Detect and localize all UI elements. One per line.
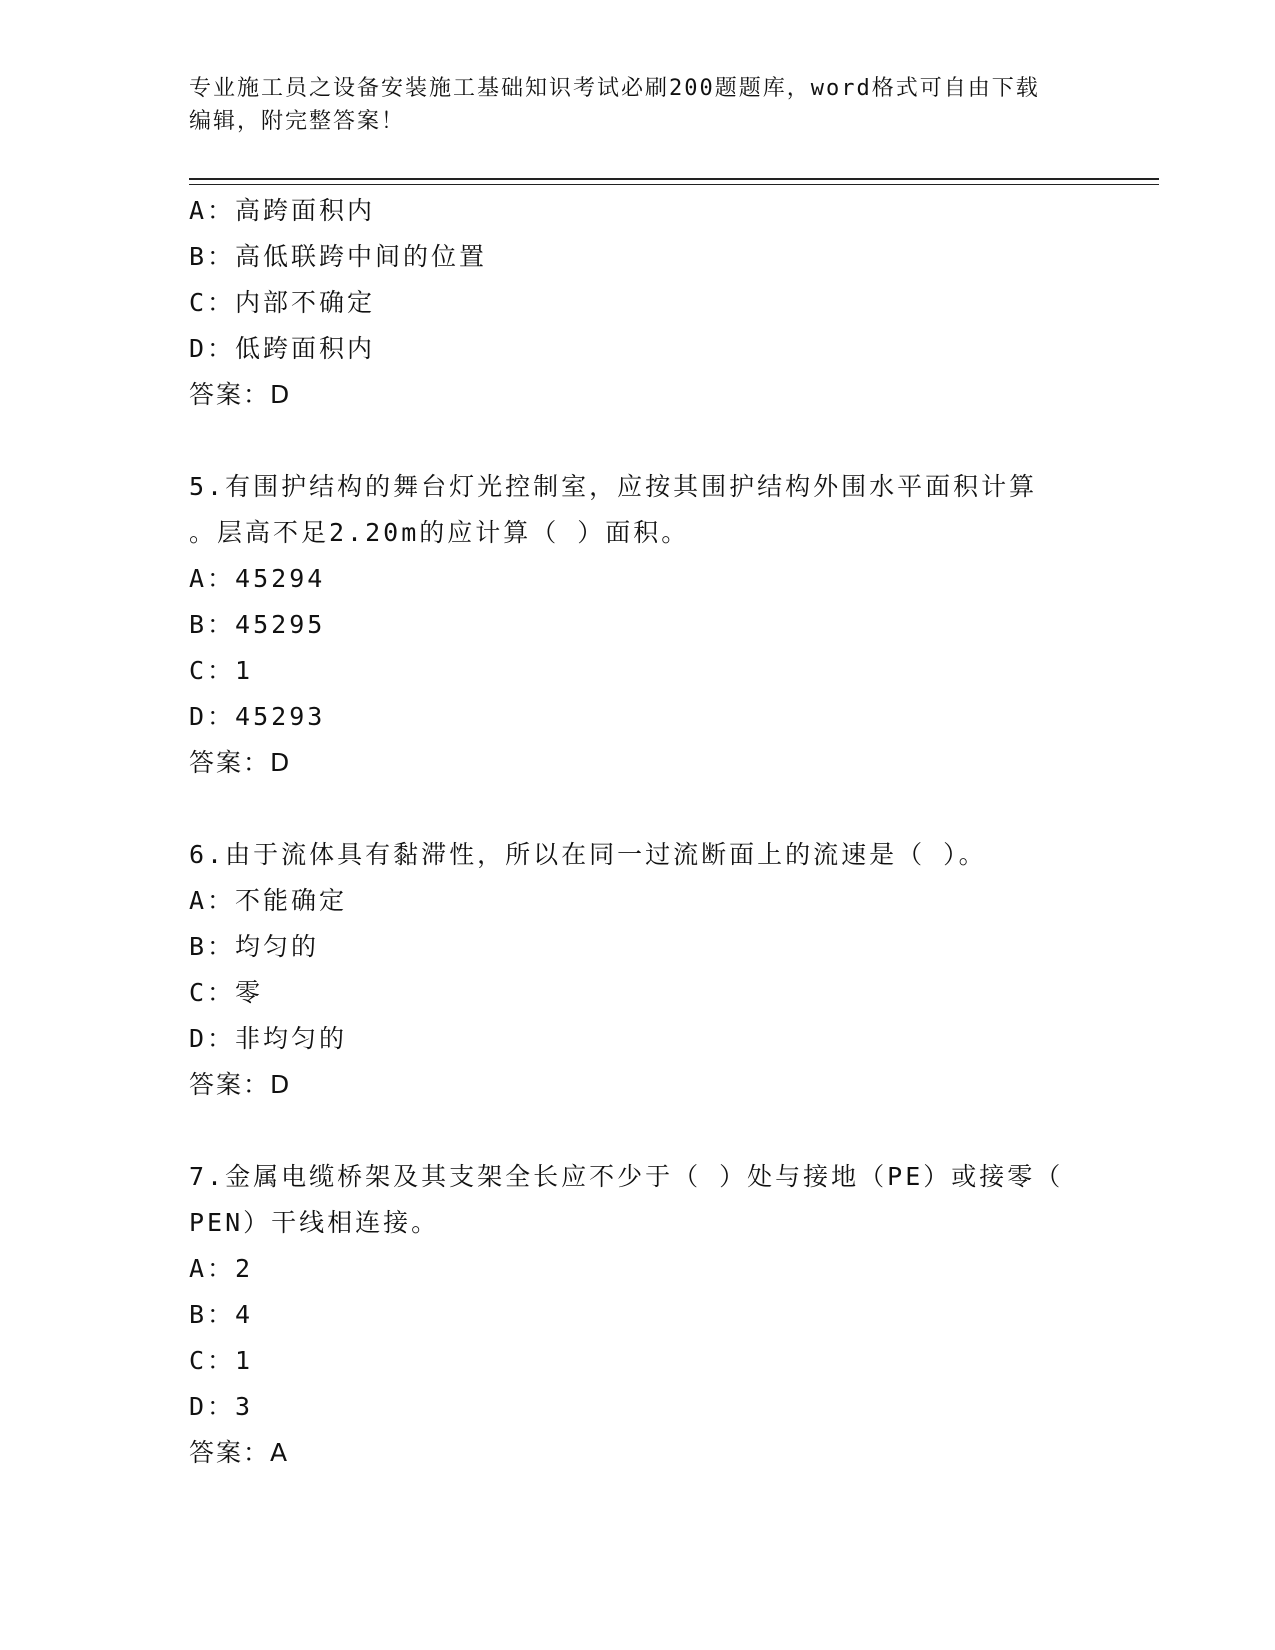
question-7 (189, 1154, 1149, 1476)
option-c: C：零 (189, 978, 264, 1007)
header-divider-thick (189, 178, 1159, 180)
spacer (189, 1108, 1149, 1154)
option-c: C：1 (189, 1346, 254, 1375)
option-d: D：低跨面积内 (189, 334, 376, 363)
option-a: A：不能确定 (189, 886, 348, 915)
option-d: D：45293 (189, 702, 326, 731)
answer-label: 答案：A (189, 1438, 290, 1467)
answer-label: 答案：D (189, 1070, 292, 1099)
option-b: B：均匀的 (189, 932, 320, 961)
spacer (189, 786, 1149, 832)
option-b: B：4 (189, 1300, 254, 1329)
header-title-line-1: 专业施工员之设备安装施工基础知识考试必刷200题题库，word格式可自由下载 (189, 76, 1040, 101)
question-stem: 5.有围护结构的舞台灯光控制室，应按其围护结构外围水平面积计算 (189, 472, 1038, 501)
option-c: C：内部不确定 (189, 288, 376, 317)
question-5 (189, 464, 1149, 786)
question-6 (189, 832, 1149, 1108)
answer-label: 答案：D (189, 380, 292, 409)
header-title-line-2: 编辑，附完整答案！ (189, 109, 406, 134)
question-stem-continued: 。层高不足2.20m的应计算（ ）面积。 (189, 518, 690, 547)
spacer (189, 418, 1149, 464)
question-stem: 7.金属电缆桥架及其支架全长应不少于（ ）处与接地（PE）或接零（ (189, 1162, 1064, 1191)
answer-label: 答案：D (189, 748, 292, 777)
option-c: C：1 (189, 656, 254, 685)
option-d: D：非均匀的 (189, 1024, 348, 1053)
document-header (189, 72, 1089, 138)
option-b: B：高低联跨中间的位置 (189, 242, 488, 271)
question-4 (189, 188, 1149, 418)
option-a: A：高跨面积内 (189, 196, 376, 225)
option-d: D：3 (189, 1392, 254, 1421)
option-a: A：45294 (189, 564, 326, 593)
header-divider-thin (189, 184, 1159, 185)
question-stem: 6.由于流体具有黏滞性，所以在同一过流断面上的流速是（ ）。 (189, 840, 987, 869)
option-a: A：2 (189, 1254, 254, 1283)
question-stem-continued: PEN）干线相连接。 (189, 1208, 440, 1237)
option-b: B：45295 (189, 610, 326, 639)
question-list (189, 188, 1149, 1476)
